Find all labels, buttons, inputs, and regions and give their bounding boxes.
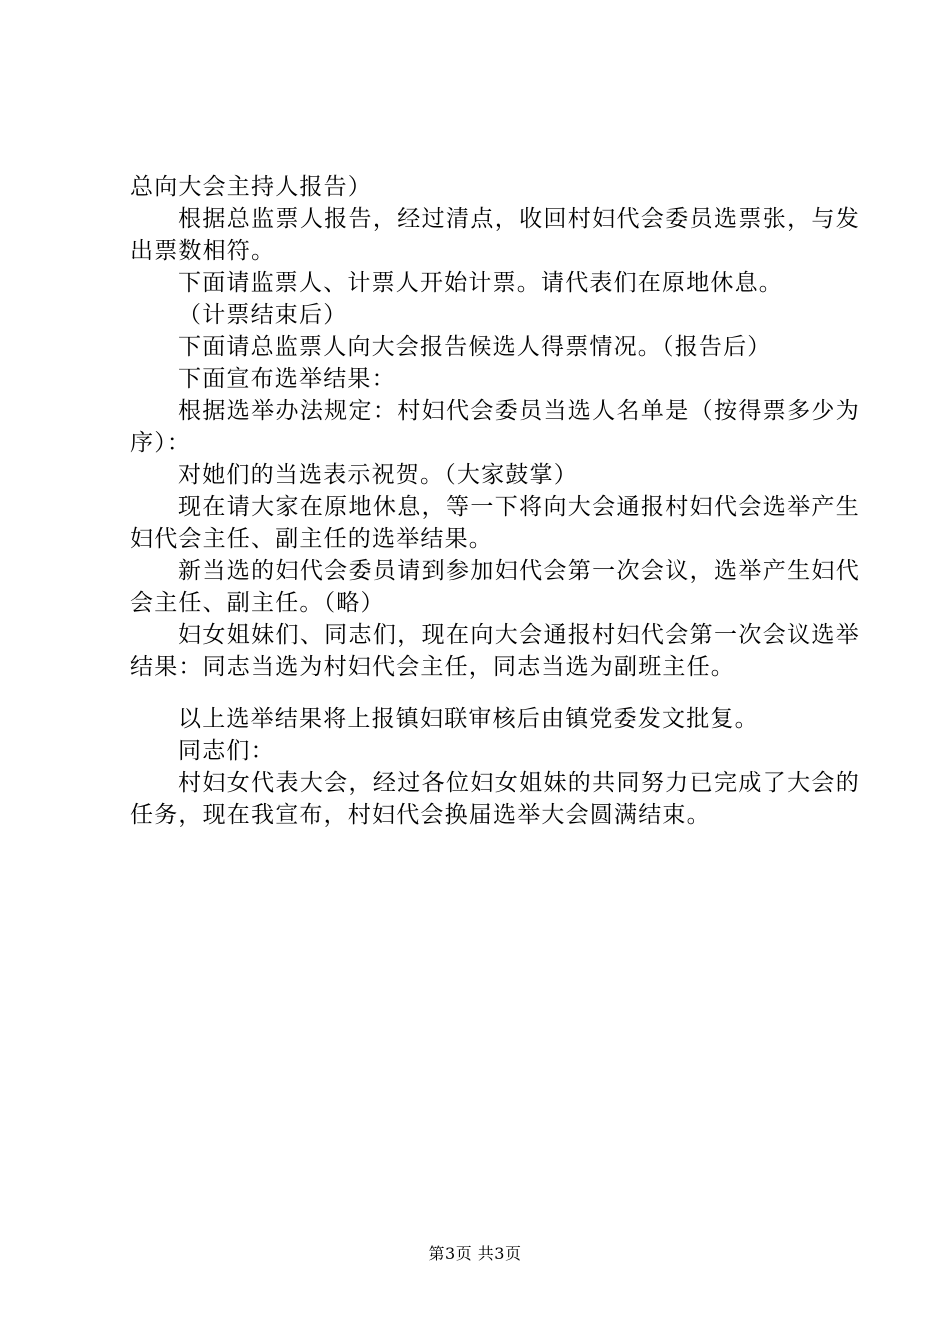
paragraph-5: 下面请总监票人向大会报告候选人得票情况。（报告后） (178, 334, 772, 360)
paragraph-11: 妇女姐妹们、同志们，现在向大会通报村妇代会第一次会议选举结果：同志当选为村妇代会主任，同志当选为副班主任。 (130, 622, 860, 680)
paragraph-13: 同志们： (178, 738, 275, 764)
page-footer (0, 1243, 950, 1265)
document-body (130, 171, 860, 831)
paragraph-14: 村妇女代表大会，经过各位妇女姐妹的共同努力已完成了大会的任务，现在我宣布，村妇代会换届选举大会圆满结束。 (130, 770, 860, 828)
paragraph-4: （计票结束后） (178, 302, 348, 328)
paragraph-12: 以上选举结果将上报镇妇联审核后由镇党委发文批复。 (178, 706, 759, 732)
paragraph-2: 根据总监票人报告，经过清点，收回村妇代会委员选票张，与发出票数相符。 (130, 206, 860, 264)
page-number-label: 第3页 共3页 (428, 1244, 522, 1263)
paragraph-3: 下面请监票人、计票人开始计票。请代表们在原地休息。 (178, 270, 783, 296)
paragraph-9: 现在请大家在原地休息，等一下将向大会通报村妇代会选举产生妇代会主任、副主任的选举结果。 (130, 494, 860, 552)
paragraph-6: 下面宣布选举结果： (178, 366, 396, 392)
paragraph-1: 总向大会主持人报告） (130, 174, 372, 200)
paragraph-7: 根据选举办法规定：村妇代会委员当选人名单是（按得票多少为序）： (130, 398, 860, 456)
paragraph-8: 对她们的当选表示祝贺。（大家鼓掌） (178, 462, 578, 488)
paragraph-10: 新当选的妇代会委员请到参加妇代会第一次会议，选举产生妇代会主任、副主任。（略） (130, 558, 860, 616)
